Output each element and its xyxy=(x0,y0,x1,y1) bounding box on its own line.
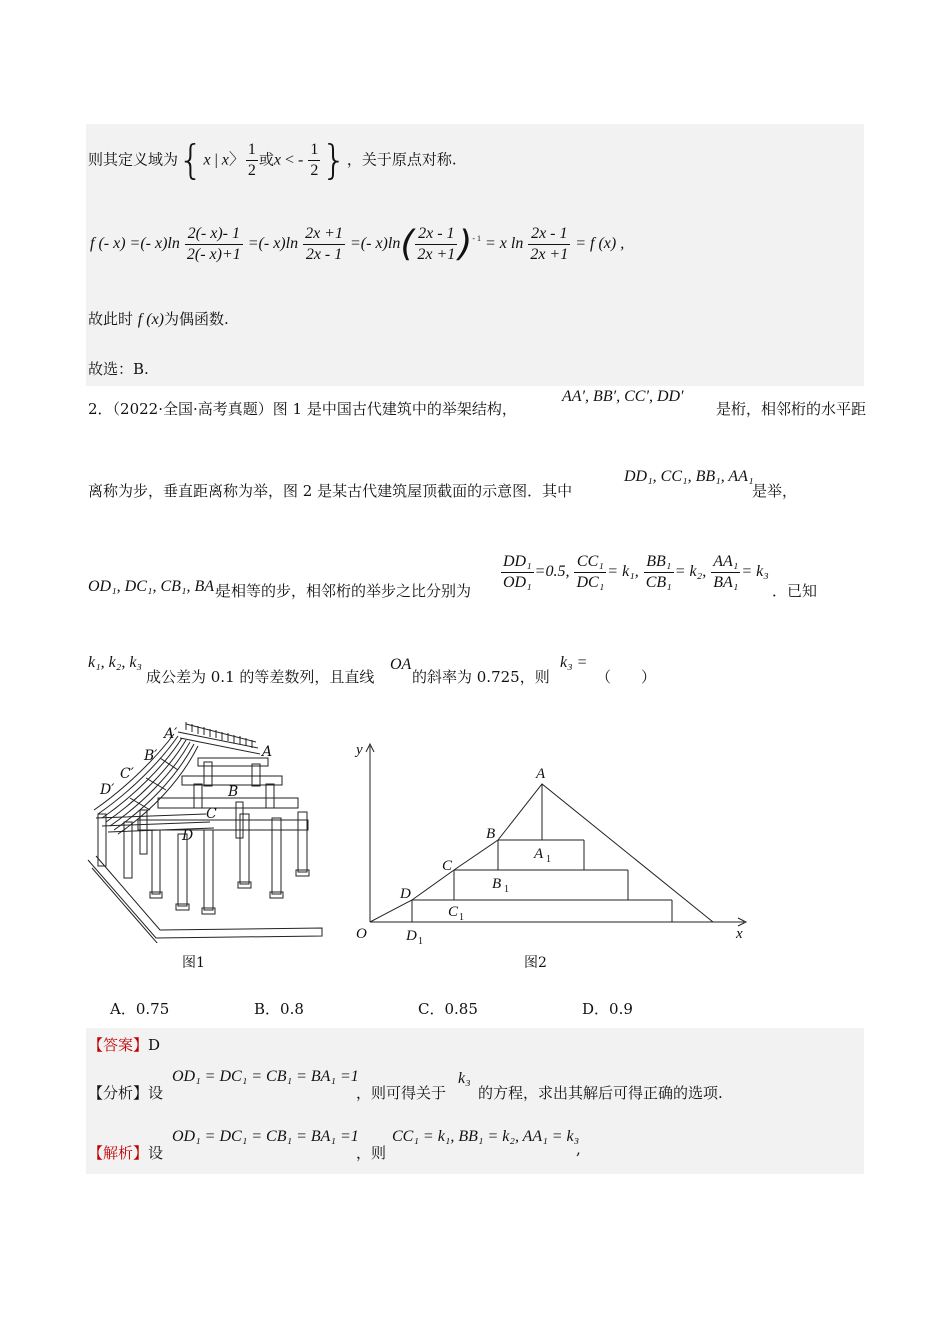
solution-panel xyxy=(86,1028,864,1174)
answer-blank: （ ） xyxy=(596,668,657,686)
fig2-sub-D1: 1 xyxy=(418,936,423,947)
explain-tail: , xyxy=(576,1140,581,1158)
fig2-point-D1: D xyxy=(406,928,417,944)
analysis-line: 【分析】设 xyxy=(88,1084,164,1102)
fig2-axis-y: y xyxy=(356,742,363,758)
fig2-point-C: C xyxy=(442,858,453,874)
fig2-sub-A1: 1 xyxy=(546,854,551,865)
prev-answer: 故选：B. xyxy=(88,360,149,378)
explain-line: 【解析】设 xyxy=(88,1144,164,1162)
fig2-origin: O xyxy=(356,926,367,942)
fig1-label-C: C xyxy=(206,806,217,822)
question-line4-oa: OA xyxy=(390,656,412,673)
figure1-roof-structure xyxy=(86,718,326,943)
question-line4-math: k₁, k₂, k₃ xyxy=(88,654,142,671)
fig1-label-D-prime: D′ xyxy=(100,782,115,798)
question-line2-math: DD₁, CC₁, BB₁, AA₁ xyxy=(624,468,754,485)
ratio-equations: $\frac{\text{DD₁}}{\text{OD₁}}$ =0.5, $\frac{\text{CC₁}}{\text{DC₁}}$ = k₁, $\frac{\text{BB₁}}{\text{CB₁}}$ = k₂, $\frac{\text{AA₁}}{\text{BA₁}}$ = k₃ xyxy=(503,553,769,591)
fig1-label-C-prime: C′ xyxy=(120,766,134,782)
fig2-point-B: B xyxy=(486,826,496,842)
analysis-mid: ，则可得关于 xyxy=(356,1084,447,1102)
fig1-label-B: B xyxy=(228,784,239,800)
question-line-1: 2．（2022·全国·高考真题）图 1 是中国古代建筑中的举架结构， xyxy=(88,400,517,418)
fig2-sub-C1: 1 xyxy=(459,912,464,923)
fig2-axis-x: x xyxy=(736,926,743,942)
explain-math: OD₁ = DC₁ = CB₁ = BA₁ =1 xyxy=(172,1128,359,1145)
question-line1-tail: 是桁，相邻桁的水平距 xyxy=(716,400,867,418)
explain-tag: 【解析】 xyxy=(88,1144,149,1162)
explain-math2: CC₁ = k₁, BB₁ = k₂, AA₁ = k₃ xyxy=(392,1128,580,1145)
domain-line: 则其定义域为{x | x〉 $\frac{1}{2}$ 或x < - $\frac{1}{2}$ }，关于原点对称. xyxy=(88,137,457,184)
question-line-2: 离称为步，垂直距离称为举，图 2 是某古代建筑屋顶截面的示意图．其中 xyxy=(88,482,573,500)
answer-tag: 【答案】 xyxy=(88,1036,149,1054)
question-line3-math: OD₁, DC₁, CB₁, BA₁ xyxy=(88,578,220,595)
figure1-caption: 图1 xyxy=(182,955,205,971)
figure2-caption: 图2 xyxy=(524,955,547,971)
question-line2-tail: 是举， xyxy=(752,482,798,500)
question-line-4: 成公差为 0.1 的等差数列，且直线 xyxy=(146,668,375,686)
analysis-tag: 【分析】 xyxy=(88,1084,149,1102)
option-a[interactable]: A．0.75 xyxy=(110,1000,170,1018)
explain-mid: ，则 xyxy=(356,1144,387,1162)
analysis-k3: k₃ xyxy=(458,1070,471,1087)
fig2-point-A: A xyxy=(536,766,546,782)
question-line-3: 是相等的步，相邻桁的举步之比分别为 xyxy=(216,582,472,600)
fig2-point-C1: C xyxy=(448,904,459,920)
answer-line: 【答案】D xyxy=(88,1036,161,1054)
option-c[interactable]: C．0.85 xyxy=(418,1000,478,1018)
even-function-equation: f (- x) =(- x)ln $\frac{2(- x)- 1}{2(- x)+1}$ =(- x)ln $\frac{2x +1}{2x - 1}$ =(- x)ln( $\frac{2x - 1}{2x +1}$ )$^{- 1}$ = x ln $\frac{2x - 1}{2x +1}$ = f (x) , xyxy=(90,223,625,265)
fig2-point-A1: A xyxy=(534,846,544,862)
fig1-label-A: A xyxy=(262,744,273,760)
figure2-cross-section xyxy=(348,738,758,948)
question-line4-text2: 的斜率为 0.725，则 xyxy=(412,668,550,686)
question-line4-k3: k₃ = xyxy=(560,654,588,671)
fig1-label-A-prime: A′ xyxy=(164,726,178,742)
fig2-sub-B1: 1 xyxy=(504,884,509,895)
analysis-math: OD₁ = DC₁ = CB₁ = BA₁ =1 xyxy=(172,1068,359,1085)
fig1-label-B-prime: B′ xyxy=(144,748,158,764)
fig2-point-D: D xyxy=(400,886,411,902)
option-d[interactable]: D．0.9 xyxy=(582,1000,633,1018)
question-line3-tail: ．已知 xyxy=(772,582,818,600)
analysis-tail: 的方程，求出其解后可得正确的选项. xyxy=(478,1084,723,1102)
question-line1-math: AA′, BB′, CC′, DD′ xyxy=(562,388,684,405)
conclusion-line: 故此时 f (x)为偶函数. xyxy=(88,310,229,328)
fig2-point-B1: B xyxy=(492,876,502,892)
option-b[interactable]: B．0.8 xyxy=(254,1000,304,1018)
fig1-label-D: D xyxy=(182,828,194,844)
